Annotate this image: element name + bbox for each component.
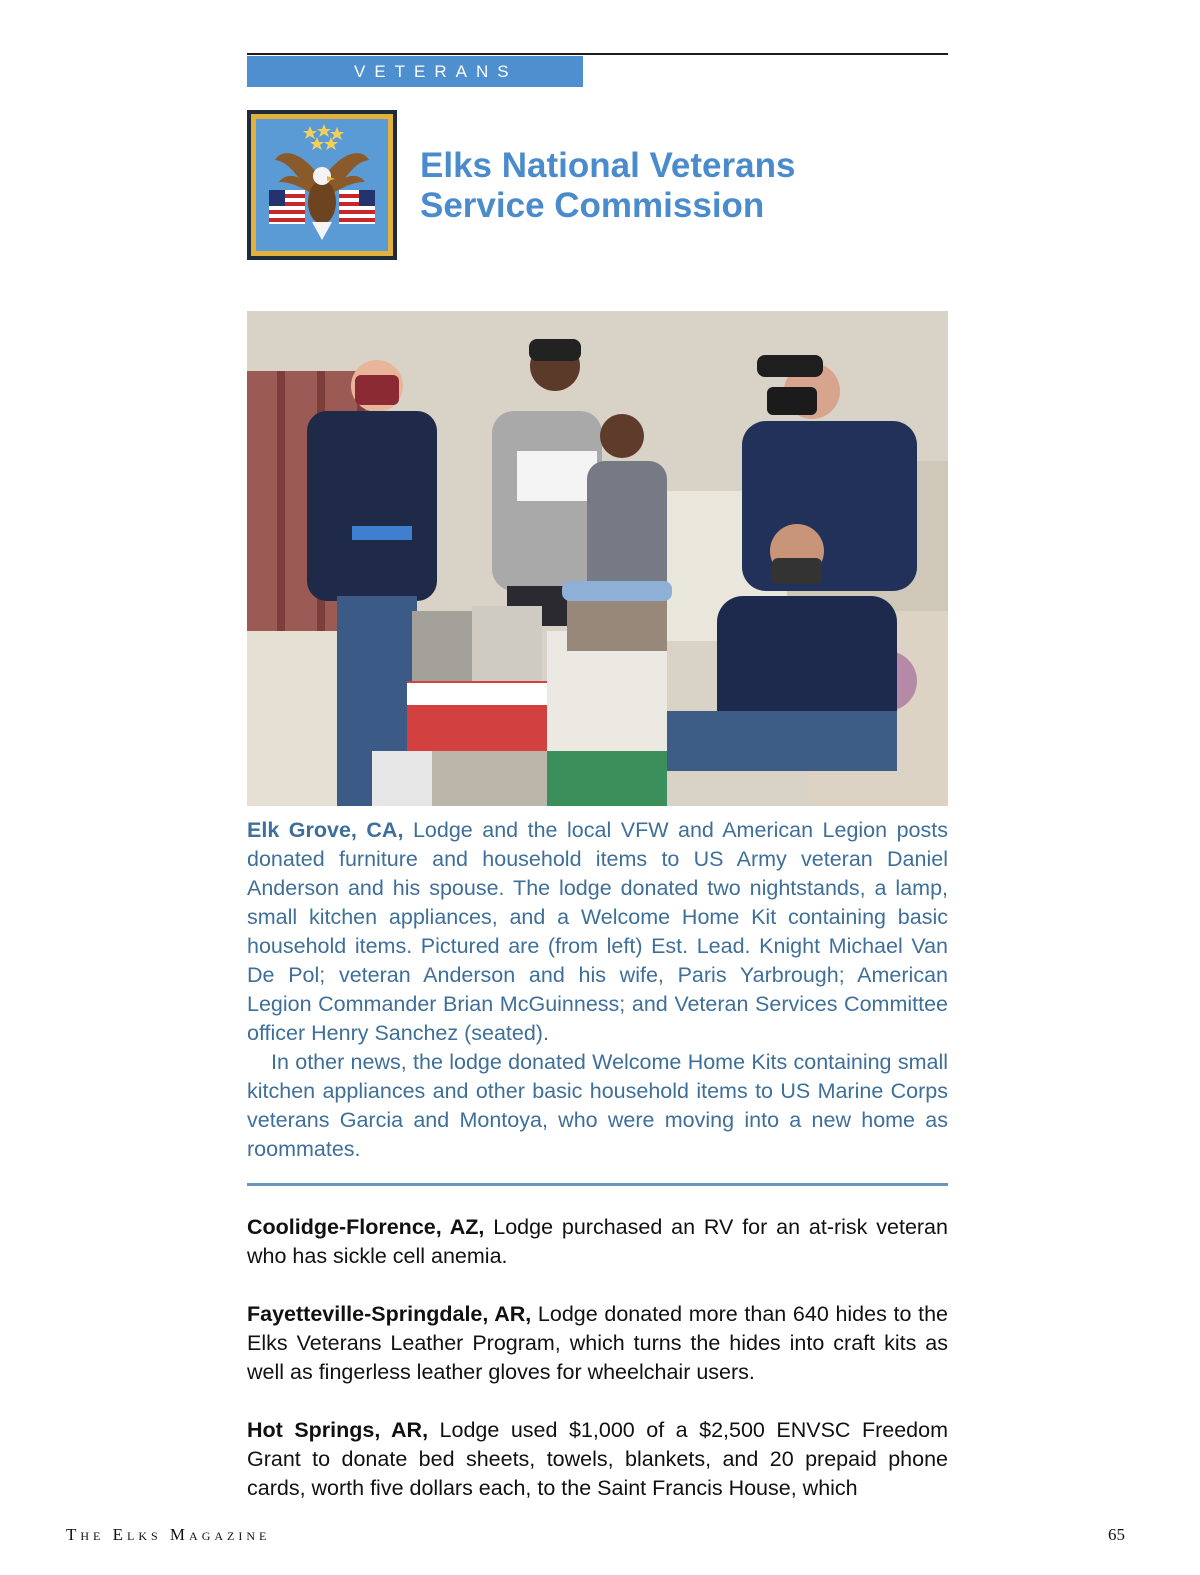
magazine-name: The Elks Magazine (66, 1525, 271, 1544)
group-photo (247, 311, 948, 806)
news-item-location: Coolidge-Florence, AZ, (247, 1215, 485, 1239)
title-line-2: Service Commission (420, 186, 765, 225)
page-title (420, 146, 940, 226)
news-item (247, 1300, 948, 1387)
section-divider (247, 1183, 948, 1186)
top-rule (247, 53, 948, 55)
news-item-text: Lodge purchased an RV for an at-risk veteran who has sickle cell anemia. (247, 1215, 948, 1268)
news-item (247, 1213, 948, 1271)
caption-text: Lodge and the local VFW and American Legion posts donated furniture and household items to US Army veteran Daniel Anderson and his spouse. The lodge donated two nightstands, a lamp, small kitchen appliances, and a Welcome Home Kit containing basic household items. Pictured are (from left) Est. Lead. Knight Michael Van De Pol; veteran Anderson and his wife, Paris Yarbrough; American Legion Commander Brian McGuinness; and Veteran Services Committee officer Henry Sanchez (seated). (247, 818, 948, 1045)
page-number: 65 (1108, 1525, 1125, 1544)
veterans-emblem-icon (247, 110, 397, 260)
news-items (247, 1213, 948, 1532)
news-item-location: Hot Springs, AR, (247, 1418, 429, 1442)
news-item-text: Lodge used $1,000 of a $2,500 ENVSC Freedom Grant to donate bed sheets, towels, blankets, and 20 prepaid phone cards, worth five dollars each, to the Saint Francis House, which (247, 1418, 948, 1500)
photo-caption (247, 816, 948, 1164)
caption-paragraph-2: In other news, the lodge donated Welcome Home Kits containing small kitchen appliances and other basic household items to US Marine Corps veterans Garcia and Montoya, who were moving into a new home as roommates. (247, 1050, 948, 1161)
news-item-location: Fayetteville-Springdale, AR, (247, 1302, 532, 1326)
caption-location: Elk Grove, CA, (247, 818, 404, 842)
title-line-1: Elks National Veterans (420, 146, 796, 185)
news-item (247, 1416, 948, 1503)
news-item-text: Lodge donated more than 640 hides to the Elks Veterans Leather Program, which turns the hides into craft kits as well as fingerless leather gloves for wheelchair users. (247, 1302, 948, 1384)
section-label: VETERANS (247, 56, 583, 87)
